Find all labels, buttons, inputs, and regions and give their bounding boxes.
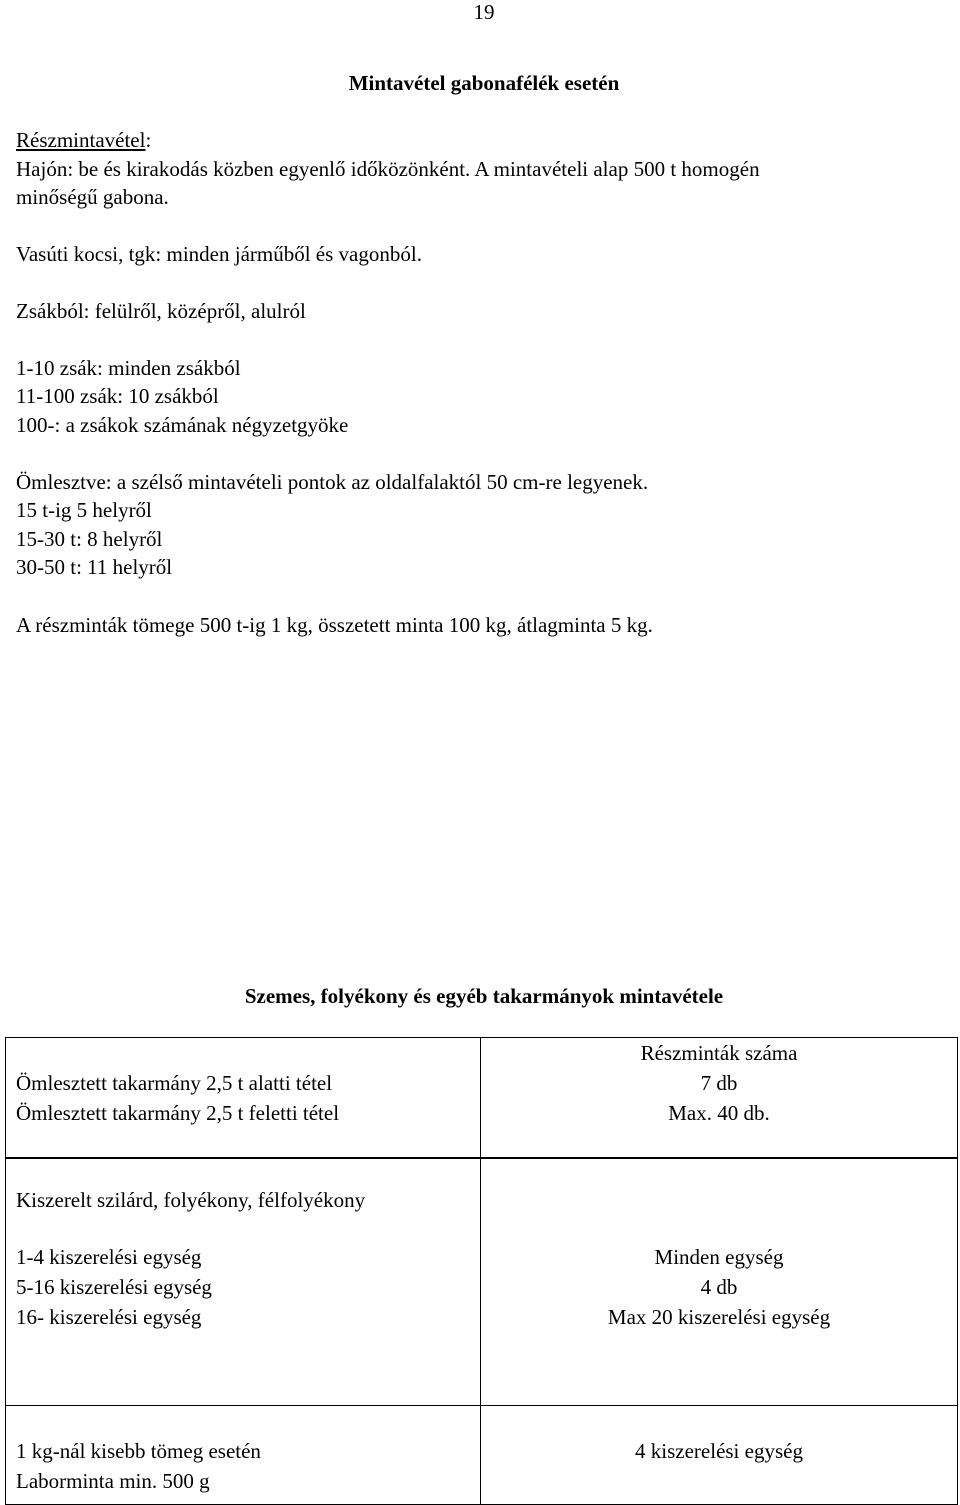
packaged-row-value: Max 20 kiszerelési egység (607, 1305, 831, 1329)
feed-sampling-table-bulk (5, 1037, 958, 1159)
sack-rule: 11-100 zsák: 10 zsákból (16, 384, 219, 408)
page-number: 19 (473, 0, 495, 24)
sack-rule: 100-: a zsákok számának négyzetgyöke (16, 413, 349, 437)
small-pack-value: 4 kiszerelési egység (635, 1439, 803, 1463)
mass-note: A részminták tömege 500 t-ig 1 kg, összetett minta 100 kg, átlagminta 5 kg. (16, 613, 653, 637)
bulk-rule: 15-30 t: 8 helyről (16, 527, 163, 551)
sack-text: Zsákból: felülről, középről, alulról (16, 299, 306, 323)
packaged-row-label: 5-16 kiszerelési egység (16, 1275, 212, 1299)
subheading-partial-sampling: Részmintavétel (16, 128, 146, 152)
section-title-feed-sampling: Szemes, folyékony és egyéb takarmányok mintavétele (244, 984, 724, 1008)
packaged-row-label: 1-4 kiszerelési egység (16, 1245, 202, 1269)
packaged-title: Kiszerelt szilárd, folyékony, félfolyékony (16, 1188, 366, 1212)
small-pack-labels-cell (6, 1406, 481, 1505)
small-pack-title: 1 kg-nál kisebb tömeg esetén (16, 1439, 261, 1463)
feed-sampling-table-packaged (5, 1157, 958, 1505)
ship-text-line1: Hajón: be és kirakodás közben egyenlő időközönként. A mintavételi alap 500 t homogén (16, 157, 760, 181)
bulk-row-label: Ömlesztett takarmány 2,5 t alatti tétel (16, 1071, 333, 1095)
bulk-row-label: Ömlesztett takarmány 2,5 t feletti tétel (16, 1101, 340, 1125)
small-pack-values-cell (481, 1406, 958, 1505)
bulk-text: Ömlesztve: a szélső mintavételi pontok az oldalfalaktól 50 cm-re legyenek. (16, 470, 649, 494)
subheading-line (16, 128, 151, 152)
ship-text-line2: minőségű gabona. (16, 185, 169, 209)
subsample-count-header: Részminták száma (640, 1041, 798, 1065)
packaged-row-value: Minden egység (654, 1245, 784, 1269)
packaged-values-cell (481, 1158, 958, 1406)
bulk-labels-cell (6, 1038, 481, 1159)
bulk-rule: 30-50 t: 11 helyről (16, 555, 173, 579)
subheading-colon: : (145, 128, 152, 152)
bulk-rule: 15 t-ig 5 helyről (16, 498, 152, 522)
sack-rule: 1-10 zsák: minden zsákból (16, 356, 241, 380)
lab-sample-text: Laborminta min. 500 g (16, 1469, 210, 1493)
packaged-row-value: 4 db (700, 1275, 738, 1299)
bulk-row-value: Max. 40 db. (668, 1101, 770, 1125)
rail-text: Vasúti kocsi, tgk: minden járműből és vagonból. (16, 242, 422, 266)
bulk-values-cell (481, 1038, 958, 1159)
packaged-labels-cell (6, 1158, 481, 1406)
packaged-row-label: 16- kiszerelési egység (16, 1305, 202, 1329)
bulk-row-value: 7 db (700, 1071, 738, 1095)
section-title-grain-sampling: Mintavétel gabonafélék esetén (348, 71, 620, 95)
